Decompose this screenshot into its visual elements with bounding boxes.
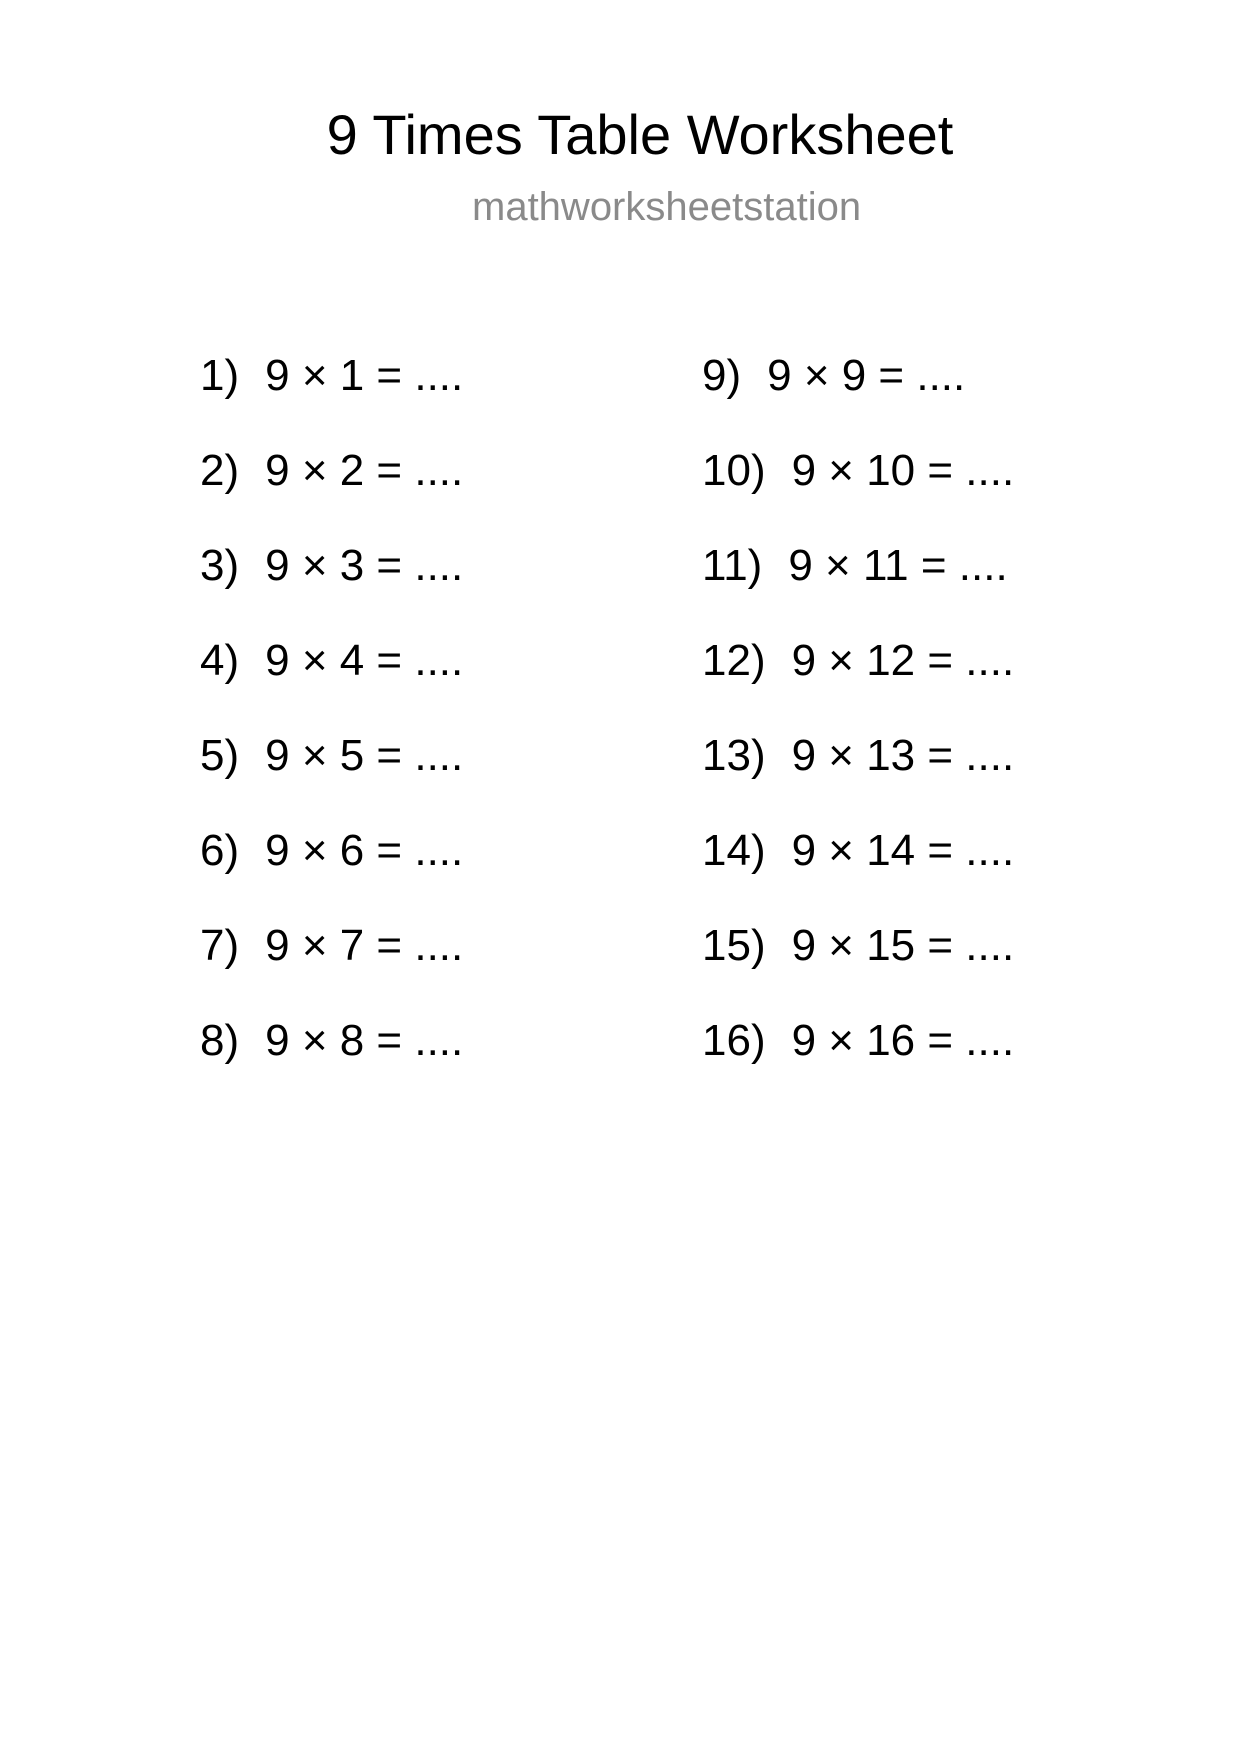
problem-number: 6) xyxy=(200,826,240,875)
problem-item xyxy=(702,726,1014,821)
problem-number: 2) xyxy=(200,446,240,495)
problem-item xyxy=(702,536,1014,631)
problem-item xyxy=(702,441,1014,536)
problem-number: 1) xyxy=(200,351,240,400)
problem-number: 10) xyxy=(702,446,766,495)
problem-expression: 9 × 13 = .... xyxy=(791,731,1015,780)
problem-expression: 9 × 6 = .... xyxy=(265,826,464,875)
problem-number: 11) xyxy=(702,541,763,590)
problem-expression: 9 × 1 = .... xyxy=(265,351,464,400)
problem-expression: 9 × 15 = .... xyxy=(791,921,1015,970)
problem-number: 12) xyxy=(702,636,766,685)
problem-number: 15) xyxy=(702,921,766,970)
problem-expression: 9 × 5 = .... xyxy=(265,731,464,780)
problem-item xyxy=(702,916,1014,1011)
problem-expression: 9 × 14 = .... xyxy=(791,826,1015,875)
problem-number: 8) xyxy=(200,1016,240,1065)
problem-item xyxy=(200,726,463,821)
problem-expression: 9 × 9 = .... xyxy=(767,351,966,400)
page-title: 9 Times Table Worksheet xyxy=(326,103,954,166)
problem-number: 14) xyxy=(702,826,766,875)
problem-item xyxy=(702,821,1014,916)
problem-item xyxy=(200,916,463,1011)
problem-number: 16) xyxy=(702,1016,766,1065)
problem-number: 3) xyxy=(200,541,240,590)
problem-expression: 9 × 8 = .... xyxy=(265,1016,464,1065)
problem-column-left xyxy=(200,346,463,1106)
problem-item xyxy=(702,631,1014,726)
problem-item xyxy=(702,346,1014,441)
problem-expression: 9 × 3 = .... xyxy=(265,541,464,590)
problem-expression: 9 × 10 = .... xyxy=(791,446,1015,495)
problem-item xyxy=(200,346,463,441)
problem-number: 5) xyxy=(200,731,240,780)
page-subtitle: mathworksheetstation xyxy=(472,185,862,229)
problem-expression: 9 × 11 = .... xyxy=(788,541,1008,590)
problem-expression: 9 × 2 = .... xyxy=(265,446,464,495)
problem-item xyxy=(702,1011,1014,1106)
problem-expression: 9 × 12 = .... xyxy=(791,636,1015,685)
problem-column-right xyxy=(702,346,1014,1106)
problem-item xyxy=(200,536,463,631)
problem-expression: 9 × 7 = .... xyxy=(265,921,464,970)
problem-item xyxy=(200,631,463,726)
problem-number: 9) xyxy=(702,351,742,400)
problem-item xyxy=(200,821,463,916)
problem-number: 13) xyxy=(702,731,766,780)
problem-number: 7) xyxy=(200,921,240,970)
problem-item xyxy=(200,441,463,536)
problem-number: 4) xyxy=(200,636,240,685)
problem-item xyxy=(200,1011,463,1106)
problem-expression: 9 × 16 = .... xyxy=(791,1016,1015,1065)
problem-expression: 9 × 4 = .... xyxy=(265,636,464,685)
